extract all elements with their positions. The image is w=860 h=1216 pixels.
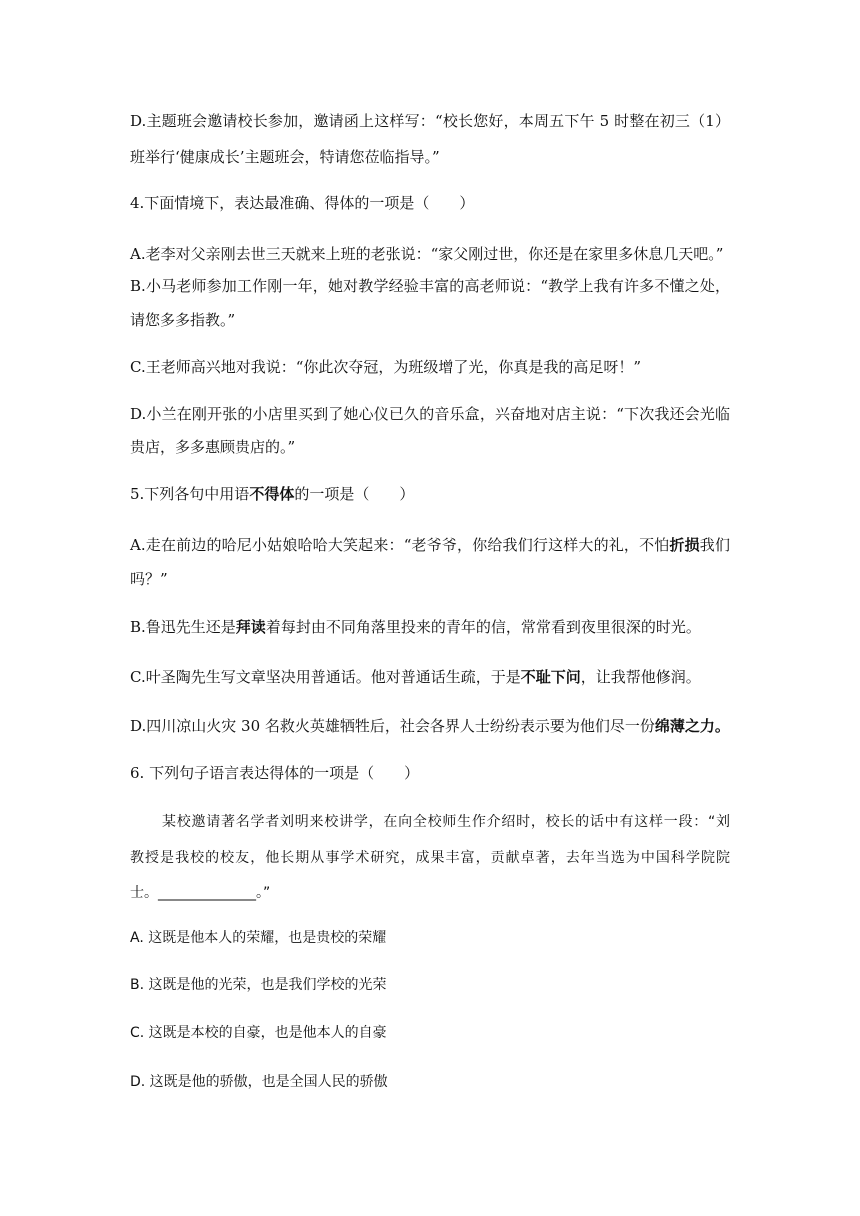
text-segment: ，让我帮他修润。	[580, 668, 701, 686]
q3-option-d-line1: D.主题班会邀请校长参加，邀请函上这样写：“校长您好，本周五下午 5 时整在初三（1）	[130, 112, 730, 130]
q6-passage-line3: 士。______________。”	[130, 885, 271, 901]
q5-option-a-line1	[130, 535, 730, 555]
q4-option-b-line1: B.小马老师参加工作刚一年，她对教学经验丰富的高老师说：“教学上我有许多不懂之处，	[130, 277, 730, 295]
q6-passage-line1: 某校邀请著名学者刘明来校讲学，在向全校师生作介绍时，校长的话中有这样一段：“刘	[162, 814, 730, 830]
emphasis-text: 不耻下问	[520, 668, 581, 686]
q5-option-c	[130, 667, 701, 687]
text-segment: B.鲁迅先生还是	[130, 618, 236, 636]
q5-option-d	[130, 716, 730, 736]
text-segment: C.叶圣陶先生写文章坚决用普通话。他对普通话生疏，于是	[130, 668, 521, 686]
text-segment: 着每封由不同角落里投来的青年的信，常常看到夜里很深的时光。	[265, 618, 701, 636]
emphasis-text: 绵薄之力。	[654, 717, 730, 735]
q6-option-b: B. 这既是他的光荣，也是我们学校的光荣	[130, 977, 387, 993]
q6-stem: 6. 下列句子语言表达得体的一项是（ ）	[130, 764, 420, 782]
text-segment: 的一项是（ ）	[294, 485, 415, 503]
q4-option-a: A.老李对父亲刚去世三天就来上班的老张说：“家父刚过世，你还是在家里多休息几天吧。”	[130, 245, 724, 263]
q4-option-b-line2: 请您多多指教。”	[130, 311, 236, 329]
q3-option-d-line2: 班举行‘健康成长’主题班会，特请您莅临指导。”	[130, 148, 440, 166]
q5-option-a-line2: 吗？”	[130, 570, 168, 588]
q5-stem	[130, 484, 414, 504]
q4-option-c: C.王老师高兴地对我说：“你此次夺冠，为班级增了光，你真是我的高足呀！”	[130, 358, 642, 376]
q4-option-d-line1: D.小兰在刚开张的小店里买到了她心仪已久的音乐盒，兴奋地对店主说：“下次我还会光临	[130, 405, 730, 423]
q6-option-d: D. 这既是他的骄傲，也是全国人民的骄傲	[130, 1074, 388, 1090]
emphasis-text: 拜读	[235, 618, 266, 636]
text-segment: D.四川凉山火灾 30 名救火英雄牺牲后，社会各界人士纷纷表示要为他们尽一份	[130, 717, 655, 735]
q6-passage-line2: 教授是我校的校友，他长期从事学术研究，成果丰富，贡献卓著，去年当选为中国科学院院	[130, 850, 730, 866]
emphasis-text: 折损	[669, 536, 700, 554]
q4-option-d-line2: 贵店，多多惠顾贵店的。”	[130, 438, 296, 456]
q4-stem: 4.下面情境下，表达最准确、得体的一项是（ ）	[130, 194, 475, 212]
q6-option-c: C. 这既是本校的自豪，也是他本人的自豪	[130, 1025, 387, 1041]
text-segment: 我们	[699, 536, 730, 554]
text-segment: 5.下列各句中用语	[130, 485, 250, 503]
q5-option-b	[130, 617, 701, 637]
text-segment: A.走在前边的哈尼小姑娘哈哈大笑起来：“老爷爷，你给我们行这样大的礼，不怕	[130, 536, 670, 554]
emphasis-text: 不得体	[249, 485, 295, 503]
q6-option-a: A. 这既是他本人的荣耀，也是贵校的荣耀	[130, 930, 387, 946]
